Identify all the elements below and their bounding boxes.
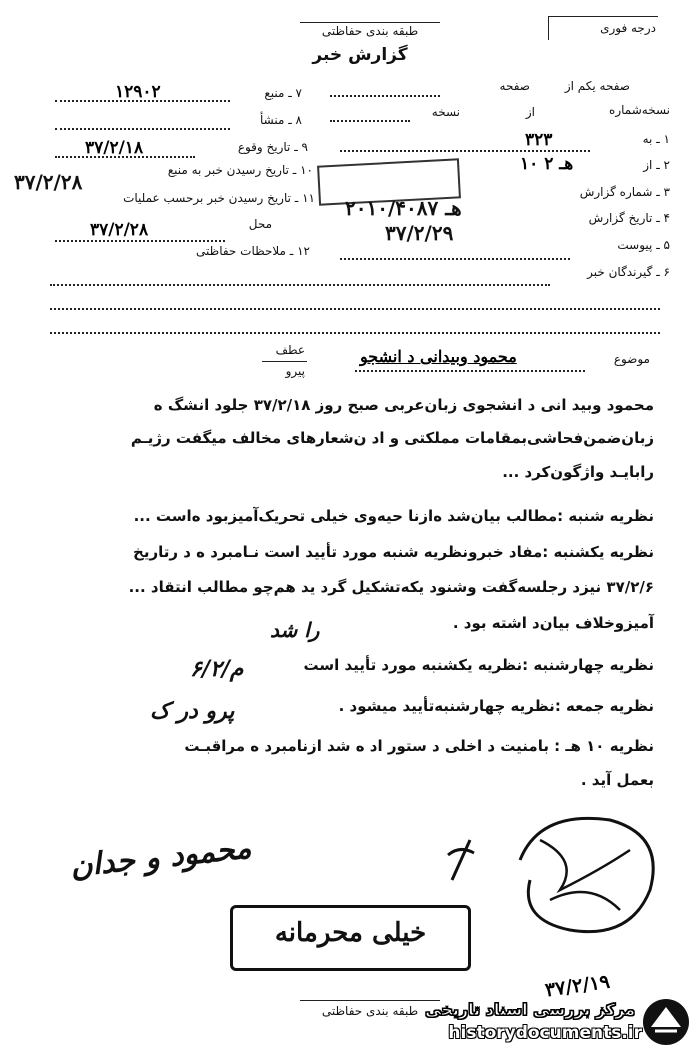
- f2-label: ۲ ـ از: [643, 158, 670, 172]
- f3-label: ۳ ـ شماره گزارش: [579, 185, 670, 199]
- body-line-3: رابایـد واژگون‌کرد ...: [502, 463, 654, 481]
- body-line-10: نظریه ۱۰ هـ : بامنیت د اخلی د ستور اد ه شد ازنامبرد ه مراقبـت: [184, 737, 654, 755]
- body-line-5: نظریه یکشنبه :مفاد خبرونظریه شنبه مورد تأیید است نـامبرد ه د رتاریخ: [133, 543, 654, 561]
- initials-mark: [440, 835, 480, 885]
- f2-value: ۱۰ هـ ۲: [520, 154, 574, 174]
- report-title: گزارش خبر: [312, 45, 408, 65]
- f11-value: ۳۷/۲/۲۸: [90, 220, 149, 240]
- subject-label: موضوع: [613, 352, 650, 366]
- priority-label: درجه فوری: [600, 21, 656, 35]
- priority-box-side: [548, 16, 549, 40]
- f4-value: ۳۷/۲/۲۹: [385, 221, 454, 245]
- body-line-6: ۳۷/۲/۶ نیزد رجلسه‌گفت وشنود یکه‌تشکیل گرد ید هم‌چو مطالب انتقاد ...: [128, 578, 654, 596]
- f6-line-2: [50, 308, 660, 310]
- f8-label: ۸ ـ منشأ: [259, 113, 302, 127]
- f5-label: ۵ ـ پیوست: [617, 238, 670, 252]
- f9-value: ۳۷/۲/۱۸: [85, 138, 144, 158]
- page-label-2: صفحه: [499, 79, 530, 93]
- f7-value: ۱۲۹۰۲: [115, 82, 161, 102]
- atf-label: عطف: [275, 343, 305, 357]
- f3-value: ۲۰۱۰/۴۰۸۷ هـ: [345, 196, 462, 220]
- body-line-2: زبان‌ضمن‌فحاشی‌بمقامات مملکتی‌ و‌ اد ن‌شعارهای مخالف میگفت رژیـم: [130, 429, 654, 447]
- f8-line: [55, 128, 230, 130]
- body-line-8: نظریه چهارشنبه :نظریه یکشنبه مورد تأیید است: [303, 656, 654, 674]
- classification-underline: [300, 22, 440, 23]
- right-signature: [500, 800, 670, 960]
- confidential-stamp: [230, 905, 471, 971]
- marginal-note-2: ۶/۲/م: [190, 656, 244, 682]
- watermark-url: historydocuments.ir: [448, 1023, 642, 1043]
- priority-box-top: [548, 16, 658, 17]
- peyro-label: پیرو: [285, 364, 305, 378]
- archive-logo-icon: [641, 997, 691, 1047]
- f11-place-label: محل: [248, 217, 272, 231]
- f9-label: ۹ ـ تاریخ وقوع: [237, 140, 308, 154]
- body-line-11: بعمل آید .: [580, 771, 654, 789]
- copy-label: نسخه‌شماره: [609, 103, 670, 117]
- body-line-9: نظریه جمعه :نظریه چهارشنبه‌تأیید میشود .: [338, 697, 654, 715]
- f7-label: ۷ ـ منبع: [264, 86, 302, 100]
- footer-classification-label: طبقه بندی حفاظتی: [321, 1004, 419, 1018]
- f11-line: [55, 240, 225, 242]
- f6-line-3: [50, 332, 660, 334]
- f5-line: [340, 258, 570, 260]
- classification-label: طبقه بندی حفاظتی: [321, 24, 419, 38]
- page-label: صفحه یکم از: [564, 79, 630, 93]
- f10-value: ۳۷/۲/۲۸: [14, 170, 83, 194]
- f10-label: ۱۰ ـ تاریخ رسیدن خبر به منبع: [167, 163, 313, 177]
- body-line-4: نظریه شنبه :مطالب بیان‌شد ه‌ازنا حیه‌وی‌ خیلی تحریک‌آمیزبود ه‌است ...: [133, 507, 654, 525]
- f11-label: ۱۱ ـ تاریخ رسیدن خبر برحسب عملیات: [123, 191, 315, 205]
- page-line: [330, 95, 440, 97]
- f4-label: ۴ ـ تاریخ گزارش: [588, 211, 670, 225]
- atf-divider: [262, 361, 307, 362]
- f1-line: [340, 150, 590, 152]
- body-line-7: آمیزوخلاف بیان‌د اشته بود .: [452, 614, 654, 632]
- f6-line: [50, 284, 550, 286]
- body-line-1: محمود وبید انی د انشجوی زبان‌عربی صبح روز ۳۷/۲/۱۸ جلود انشگ ه: [153, 396, 654, 414]
- subject-value: محمود وبیدانی د انشجو: [360, 347, 517, 366]
- marginal-note-1: را شد: [270, 618, 320, 642]
- subject-line: [355, 370, 585, 372]
- watermark-title: مرکز بررسی اسناد تاریخی: [425, 1000, 635, 1019]
- f1-label: ۱ ـ به: [642, 132, 670, 146]
- left-signature: محمود و جدان: [68, 830, 254, 885]
- confidential-stamp-text: خیلی محرمانه: [274, 918, 427, 948]
- f6-label: ۶ ـ گیرندگان خبر: [587, 265, 670, 279]
- marginal-note-3: پرو در ک: [150, 698, 235, 724]
- copy-line: [330, 120, 410, 122]
- f1-value: ۳۲۳: [525, 130, 553, 150]
- right-date: ۳۷/۲/۱۹: [543, 970, 612, 1002]
- f12-label: ۱۲ ـ ملاحظات حفاظتی: [196, 244, 310, 258]
- copy-label-2: نسخه: [431, 105, 460, 119]
- copy-from-label: از: [525, 105, 535, 119]
